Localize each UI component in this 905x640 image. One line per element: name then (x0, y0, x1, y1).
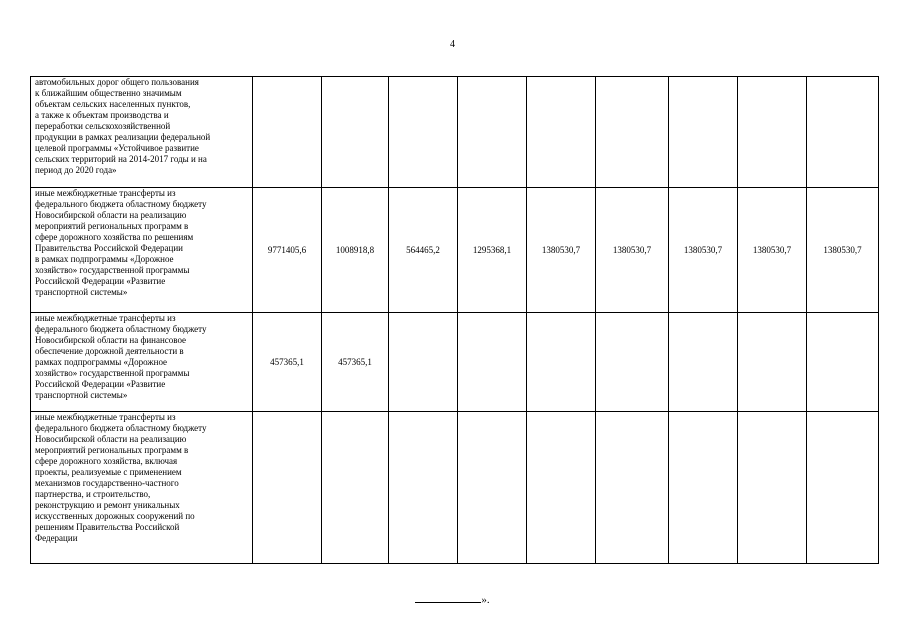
description-line: период до 2020 года» (35, 165, 117, 175)
description-line: искусственных дорожных сооружений по (35, 511, 195, 521)
description-line: целевой программы «Устойчивое развитие (35, 143, 199, 153)
description-line: переработки сельскохозяйственной (35, 121, 171, 131)
table-row (31, 77, 879, 188)
value-cell (253, 77, 322, 188)
value-cell (738, 77, 807, 188)
description-line: механизмов государственно-частного (35, 478, 179, 488)
page-number: 4 (450, 39, 455, 50)
description-line: рамках подпрограммы «Дорожное (35, 357, 168, 367)
value-cell: 1008918,8 (322, 188, 389, 313)
value-cell (389, 412, 458, 564)
value-cell: 457365,1 (253, 313, 322, 412)
value-cell (322, 412, 389, 564)
value-cell (669, 412, 738, 564)
row-description (31, 77, 253, 188)
description-line: решениям Правительства Российской (35, 522, 180, 532)
value-cell: 1380530,7 (527, 188, 596, 313)
value-cell (596, 313, 669, 412)
value-cell (458, 313, 527, 412)
value-cell (253, 412, 322, 564)
description-line: федерального бюджета областному бюджету (35, 199, 207, 209)
row-description (31, 412, 253, 564)
value-cell: 1380530,7 (669, 188, 738, 313)
row-description (31, 313, 253, 412)
value-cell: 1380530,7 (738, 188, 807, 313)
description-line: проекты, реализуемые с применением (35, 467, 182, 477)
value-cell (807, 412, 879, 564)
value-cell (527, 313, 596, 412)
description-line: сфере дорожного хозяйства, включая (35, 456, 178, 466)
description-line: мероприятий региональных программ в (35, 445, 189, 455)
value-cell: 457365,1 (322, 313, 389, 412)
value-cell (322, 77, 389, 188)
table-row (31, 412, 879, 564)
description-line: продукции в рамках реализации федеральной (35, 132, 211, 142)
closing-line (0, 592, 905, 606)
description-line: сфере дорожного хозяйства по решениям (35, 232, 194, 242)
description-line: транспортной системы» (35, 390, 128, 400)
description-line: хозяйство» государственной программы (35, 368, 190, 378)
value-cell (596, 412, 669, 564)
description-line: автомобильных дорог общего пользования (35, 77, 199, 87)
description-line: мероприятий региональных программ в (35, 221, 189, 231)
description-line: партнерства, и строительство, (35, 489, 151, 499)
value-cell: 9771405,6 (253, 188, 322, 313)
description-line: Правительства Российской Федерации (35, 243, 183, 253)
description-line: а также к объектам производства и (35, 110, 169, 120)
value-cell (527, 412, 596, 564)
table-row (31, 313, 879, 412)
value-cell (738, 412, 807, 564)
value-cell (738, 313, 807, 412)
value-cell: 564465,2 (389, 188, 458, 313)
description-line: в рамках подпрограммы «Дорожное (35, 254, 174, 264)
value-cell (458, 412, 527, 564)
row-description (31, 188, 253, 313)
description-line: хозяйство» государственной программы (35, 265, 190, 275)
value-cell (807, 77, 879, 188)
description-line: иные межбюджетные трансферты из (35, 188, 176, 198)
value-cell (458, 77, 527, 188)
description-line: федерального бюджета областному бюджету (35, 423, 207, 433)
description-line: транспортной системы» (35, 287, 128, 297)
description-line: Новосибирской области на реализацию (35, 434, 187, 444)
description-line: иные межбюджетные трансферты из (35, 313, 176, 323)
description-line: реконструкцию и ремонт уникальных (35, 500, 180, 510)
table-row (31, 188, 879, 313)
value-cell (389, 77, 458, 188)
signature-blank (415, 592, 481, 603)
description-line: сельских территорий на 2014-2017 годы и на (35, 154, 207, 164)
closing-mark: ». (481, 594, 490, 606)
value-cell: 1380530,7 (596, 188, 669, 313)
value-cell: 1295368,1 (458, 188, 527, 313)
value-cell (596, 77, 669, 188)
value-cell (389, 313, 458, 412)
value-cell (807, 313, 879, 412)
description-line: Российской Федерации «Развитие (35, 276, 166, 286)
description-line: иные межбюджетные трансферты из (35, 412, 176, 422)
description-line: Новосибирской области на реализацию (35, 210, 187, 220)
description-line: к ближайшим общественно значимым (35, 88, 182, 98)
description-line: Новосибирской области на финансовое (35, 335, 187, 345)
value-cell (669, 77, 738, 188)
value-cell (527, 77, 596, 188)
description-line: обеспечение дорожной деятельности в (35, 346, 184, 356)
description-line: федерального бюджета областному бюджету (35, 324, 207, 334)
value-cell: 1380530,7 (807, 188, 879, 313)
value-cell (669, 313, 738, 412)
description-line: объектам сельских населенных пунктов, (35, 99, 191, 109)
description-line: Федерации (35, 533, 78, 543)
description-line: Российской Федерации «Развитие (35, 379, 166, 389)
budget-table (30, 76, 879, 564)
